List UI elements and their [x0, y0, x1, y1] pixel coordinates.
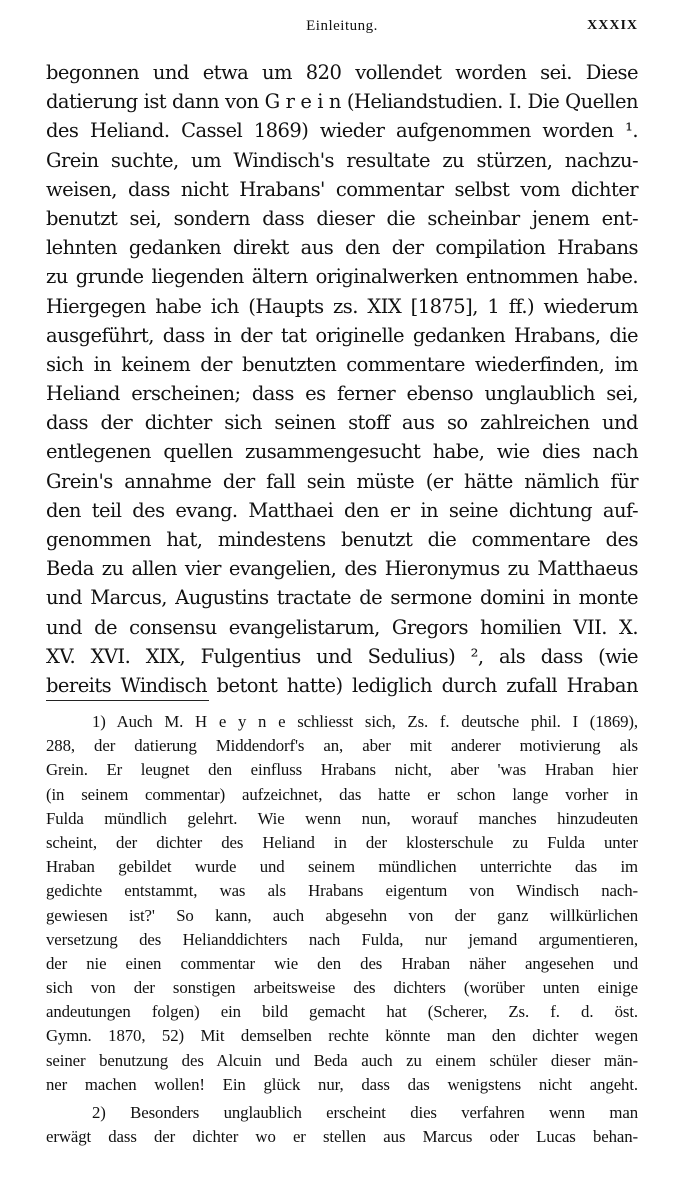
footnote-line: scheint, der dichter des Heliand in der klosterschule zu Fulda unter	[46, 832, 638, 852]
running-head	[46, 18, 638, 42]
main-text-line: begonnen und etwa um 820 vollendet worden sei. Diese	[46, 61, 638, 84]
main-text-line: dass der dichter sich seinen stoff aus so zahlreichen und	[46, 411, 638, 435]
footnote-line: gedichte entstammt, was als Hrabans eigentum von Windisch nach-	[46, 881, 638, 901]
footnote-divider	[46, 700, 209, 701]
footnote-line: Gymn. 1870, 52) Mit demselben rechte könnte man den dichter wegen	[46, 1026, 638, 1046]
main-text-line: Heliand erscheinen; dass es ferner ebenso unglaublich sei,	[46, 382, 638, 406]
main-text-line: entlegenen quellen zusammengesucht habe, wie dies nach	[46, 440, 638, 464]
main-text-line: Grein's annahme der fall sein müste (er hätte nämlich für	[46, 469, 638, 493]
footnote-line: 288, der datierung Middendorf's an, aber mit anderer motivierung als	[46, 736, 638, 756]
footnote-line: ner machen wollen! Ein glück nur, dass das wenigstens nicht angeht.	[46, 1074, 638, 1094]
main-text-line: des Heliand. Cassel 1869) wieder aufgenommen worden ¹.	[46, 119, 638, 143]
main-text-line: genommen hat, mindestens benutzt die commentare des	[46, 528, 638, 551]
footnote-line: andeutungen folgen) ein bild gemacht hat (Scherer, Zs. f. d. öst.	[46, 1002, 638, 1022]
running-head-title: Einleitung.	[306, 18, 378, 34]
footnotes-block	[46, 710, 638, 1149]
main-text-line: Hiergegen habe ich (Haupts zs. XIX [1875], 1 ff.) wiederum	[46, 294, 638, 318]
footnote-line: (in seinem commentar) aufzeichnet, das hatte er schon lange vorher in	[46, 784, 638, 804]
main-text-line: datierung ist dann von G r e i n (Heliandstudien. I. Die Quellen	[46, 90, 638, 114]
main-text-line: Grein suchte, um Windisch's resultate zu stürzen, nachzu-	[46, 148, 638, 172]
footnote-line: sich von der sonstigen arbeitsweise des dichters (worüber unten einige	[46, 978, 638, 998]
main-text-line: XV. XVI. XIX, Fulgentius und Sedulius) ², als dass (wie	[46, 644, 638, 668]
main-text-line: bereits Windisch betont hatte) lediglich durch zufall Hraban	[46, 673, 638, 697]
main-text-line: sich in keinem der benutzten commentare wiederfinden, im	[46, 352, 638, 376]
page-number: XXXIX	[587, 18, 638, 33]
footnote-line: 2) Besonders unglaublich erscheint dies verfahren wenn man	[92, 1103, 638, 1122]
footnote-line: seiner benutzung des Alcuin und Beda auch zu einem schüler dieser män-	[46, 1050, 638, 1070]
footnote-2	[46, 1101, 638, 1149]
main-text-line: benutzt sei, sondern dass dieser die scheinbar jenem ent-	[46, 206, 638, 230]
footnote-1	[46, 710, 638, 1097]
footnote-line: Grein. Er leugnet den einfluss Hrabans nicht, aber 'was Hraban hier	[46, 760, 638, 780]
main-text-line: und Marcus, Augustins tractate de sermone domini in monte	[46, 586, 638, 610]
main-text-block	[46, 58, 638, 700]
main-text-line: den teil des evang. Matthaei den er in seine dichtung auf-	[46, 498, 638, 522]
footnote-line: Hraban gebildet wurde und seinem mündlichen unterrichte das im	[46, 857, 638, 877]
main-text-line: zu grunde liegenden ältern originalwerken entnommen habe.	[46, 265, 638, 289]
footnote-line: versetzung des Helianddichters nach Fulda, nur jemand argumentieren,	[46, 929, 638, 949]
footnote-line: 1) Auch M. H e y n e schliesst sich, Zs. f. deutsche phil. I (1869),	[92, 712, 638, 731]
main-text-line: lehnten gedanken direkt aus den der compilation Hrabans	[46, 236, 638, 260]
footnote-line: der nie einen commentar wie den des Hraban näher angesehen und	[46, 953, 638, 973]
footnote-line: erwägt dass der dichter wo er stellen aus Marcus oder Lucas behan-	[46, 1127, 638, 1147]
main-text-line: und de consensu evangelistarum, Gregors homilien VII. X.	[46, 615, 638, 639]
footnote-line: Fulda mündlich gelehrt. Wie wenn nun, worauf manches hinzudeuten	[46, 808, 638, 828]
main-text-line: weisen, dass nicht Hrabans' commentar selbst vom dichter	[46, 177, 638, 201]
main-text-line: ausgeführt, dass in der tat originelle gedanken Hrabans, die	[46, 323, 638, 347]
footnote-line: gewiesen ist?' So kann, auch abgesehn von der ganz willkürlichen	[46, 905, 638, 925]
main-text-line: Beda zu allen vier evangelien, des Hieronymus zu Matthaeus	[46, 557, 638, 581]
